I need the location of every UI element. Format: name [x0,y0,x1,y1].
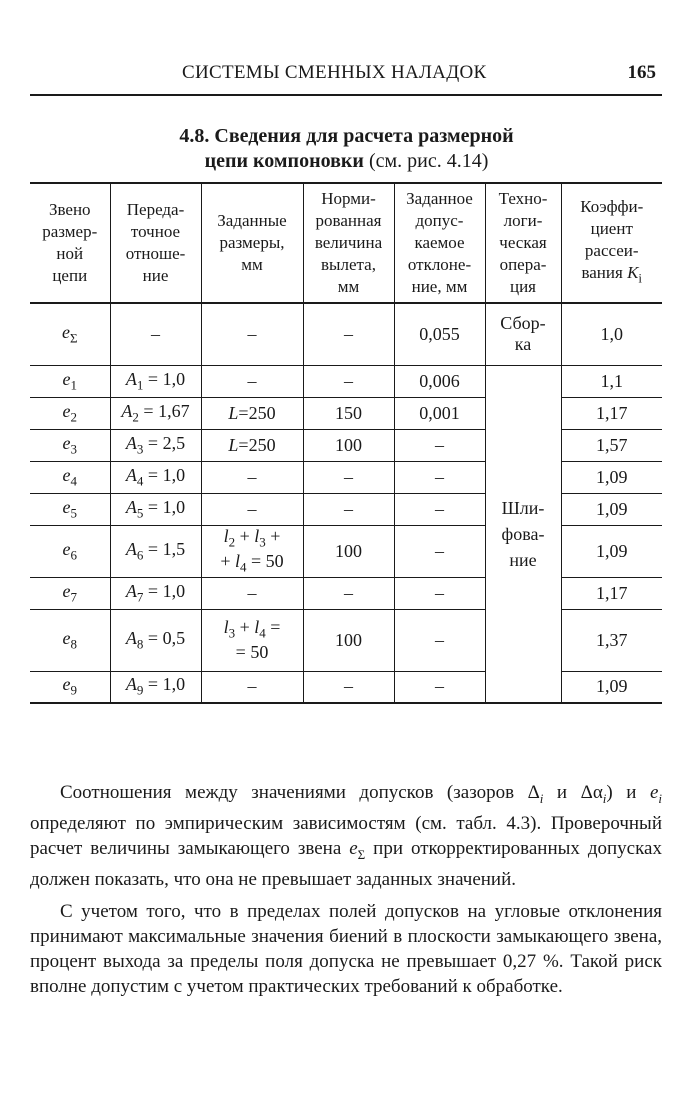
cell-ratio: $A_3 = 2,5$ [110,429,201,461]
cell-ratio: $A_8 = 0,5$ [110,609,201,671]
cell-link: $e_\Sigma$ [30,303,110,365]
cell-sizes: – [201,493,303,525]
caption-ref: (см. рис. 4.14) [363,150,489,172]
cell-coefficient: 1,09 [561,461,662,493]
cell-link: $e_8$ [30,609,110,671]
table-row [30,525,662,577]
paragraph-1: Соотношения между значениями допусков (зазоров $\Delta_i$ и $\Delta\alpha_i$) и $e_i$ определяют по эмпирическим зависимостям (см. табл. 4.3). Проверочный расчет величины замыкающего звена $e_\Sigma$ при откорректированных допусках должен показать, что она не превышает заданных значений. [30,782,662,890]
cell-overhang: – [303,671,394,703]
table-body [30,303,662,703]
cell-coefficient: 1,09 [561,671,662,703]
cell-overhang: – [303,303,394,365]
th-link: Звено размер- ной цепи [30,183,110,303]
cell-sizes: – [201,461,303,493]
running-title: СИСТЕМЫ СМЕННЫХ НАЛАДОК [182,62,487,83]
cell-tolerance: – [394,577,485,609]
cell-sizes: $l_2 + l_3$ + + $l_4 = 50$ [201,525,303,577]
cell-tolerance: 0,001 [394,397,485,429]
cell-ratio: $A_2 = 1,67$ [110,397,201,429]
th-operation: Техно- логи- ческая опера- ция [485,183,561,303]
cell-tolerance: – [394,461,485,493]
cell-ratio: – [110,303,201,365]
body-text [30,780,662,999]
cell-overhang: – [303,493,394,525]
caption-title-line2: цепи компоновки [204,150,364,172]
table-row [30,397,662,429]
table-row [30,493,662,525]
cell-overhang: 150 [303,397,394,429]
cell-overhang: 100 [303,609,394,671]
table-caption [0,124,693,174]
table-row [30,577,662,609]
cell-tolerance: – [394,493,485,525]
cell-sizes: L=250 [201,429,303,461]
cell-ratio: $A_6 = 1,5$ [110,525,201,577]
cell-coefficient: 1,57 [561,429,662,461]
cell-link: $e_4$ [30,461,110,493]
cell-link: $e_2$ [30,397,110,429]
cell-coefficient: 1,17 [561,577,662,609]
cell-tolerance: – [394,525,485,577]
cell-sizes: – [201,671,303,703]
cell-ratio: $A_9 = 1,0$ [110,671,201,703]
cell-overhang: 100 [303,525,394,577]
cell-sizes: – [201,365,303,397]
cell-overhang: 100 [303,429,394,461]
cell-operation: Сбор- ка [485,303,561,365]
th-ratio: Переда- точное отноше- ние [110,183,201,303]
cell-coefficient: 1,0 [561,303,662,365]
cell-link: $e_5$ [30,493,110,525]
cell-sizes: L=250 [201,397,303,429]
cell-overhang: – [303,461,394,493]
th-tolerance: Заданное допус- каемое отклоне- ние, мм [394,183,485,303]
table-row [30,303,662,365]
cell-sizes: – [201,577,303,609]
cell-coefficient: 1,09 [561,493,662,525]
paragraph-2: С учетом того, что в пределах полей допусков на угловые отклонения принимают максимальные значения биений в плоскости замыкающего звена, процент выхода за пределы поля допуска не превышает 0,27 %. Такой риск вполне допустим с учетом практических требований к обработке. [30,900,662,997]
cell-link: $e_3$ [30,429,110,461]
cell-coefficient: 1,09 [561,525,662,577]
cell-coefficient: 1,1 [561,365,662,397]
cell-ratio: $A_4 = 1,0$ [110,461,201,493]
cell-link: $e_9$ [30,671,110,703]
cell-overhang: – [303,365,394,397]
table-row [30,609,662,671]
th-coefficient: Коэффи- циент рассеи- вания $K_i$ [561,183,662,303]
cell-ratio: $A_7 = 1,0$ [110,577,201,609]
page-number: 165 [627,62,656,83]
cell-link: $e_6$ [30,525,110,577]
th-overhang: Норми- рованная величина вылета, мм [303,183,394,303]
cell-tolerance: – [394,429,485,461]
cell-sizes: – [201,303,303,365]
cell-operation-merged: Шли- фова- ние [485,365,561,703]
cell-coefficient: 1,17 [561,397,662,429]
cell-link: $e_7$ [30,577,110,609]
running-head [30,62,662,96]
cell-overhang: – [303,577,394,609]
cell-tolerance: 0,055 [394,303,485,365]
table-row [30,365,662,397]
cell-tolerance: – [394,671,485,703]
cell-tolerance: 0,006 [394,365,485,397]
caption-title-line1: 4.8. Сведения для расчета размерной [179,125,514,147]
th-sizes: Заданные размеры, мм [201,183,303,303]
cell-ratio: $A_5 = 1,0$ [110,493,201,525]
data-table [30,182,662,704]
cell-sizes: $l_3 + l_4$ = = 50 [201,609,303,671]
table-row [30,461,662,493]
table-row [30,429,662,461]
cell-tolerance: – [394,609,485,671]
table-row [30,671,662,703]
cell-link: $e_1$ [30,365,110,397]
cell-ratio: $A_1 = 1,0$ [110,365,201,397]
table-header-row [30,183,662,303]
cell-coefficient: 1,37 [561,609,662,671]
